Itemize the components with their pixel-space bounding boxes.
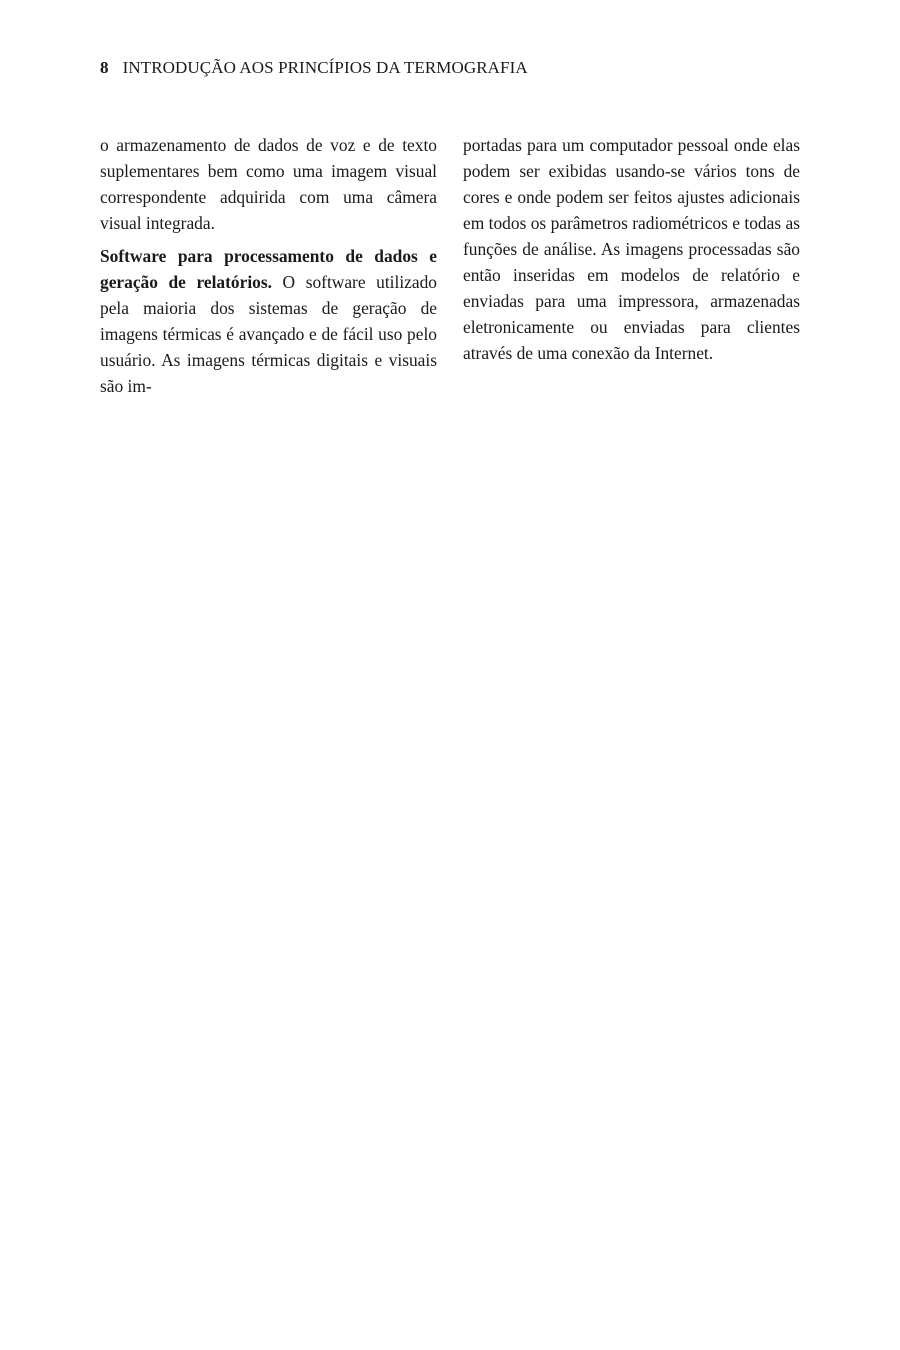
running-title: INTRODUÇÃO AOS PRINCÍPIOS DA TERMOGRAFIA: [122, 58, 528, 77]
running-header: [100, 58, 528, 78]
body-paragraph-software: [100, 243, 437, 399]
body-paragraph: portadas para um computador pessoal onde elas podem ser exibidas usando-se vários tons de cores e onde podem ser feitos ajustes adicionais em todos os parâmetros radiométricos e todas as funções de análise. As imagens processadas são então inseridas em modelos de relatório e enviadas para uma impressora, armazenadas eletronicamente ou enviadas para clientes através de uma conexão da Internet.: [463, 135, 800, 363]
right-column: [463, 132, 800, 366]
left-column: [100, 132, 437, 399]
body-paragraph: o armazenamento de dados de voz e de texto suplementares bem como uma imagem visual correspondente adquirida com uma câmera visual integrada.: [100, 135, 437, 233]
run-in-heading: Software para processamento de dados e geração de relatórios.: [100, 246, 437, 292]
page-number: 8: [100, 58, 109, 77]
paragraph-text: O software utilizado pela maioria dos sistemas de geração de imagens térmicas é avançado e de fácil uso pelo usuário. As imagens térmicas digitais e visuais são im-: [100, 272, 437, 396]
